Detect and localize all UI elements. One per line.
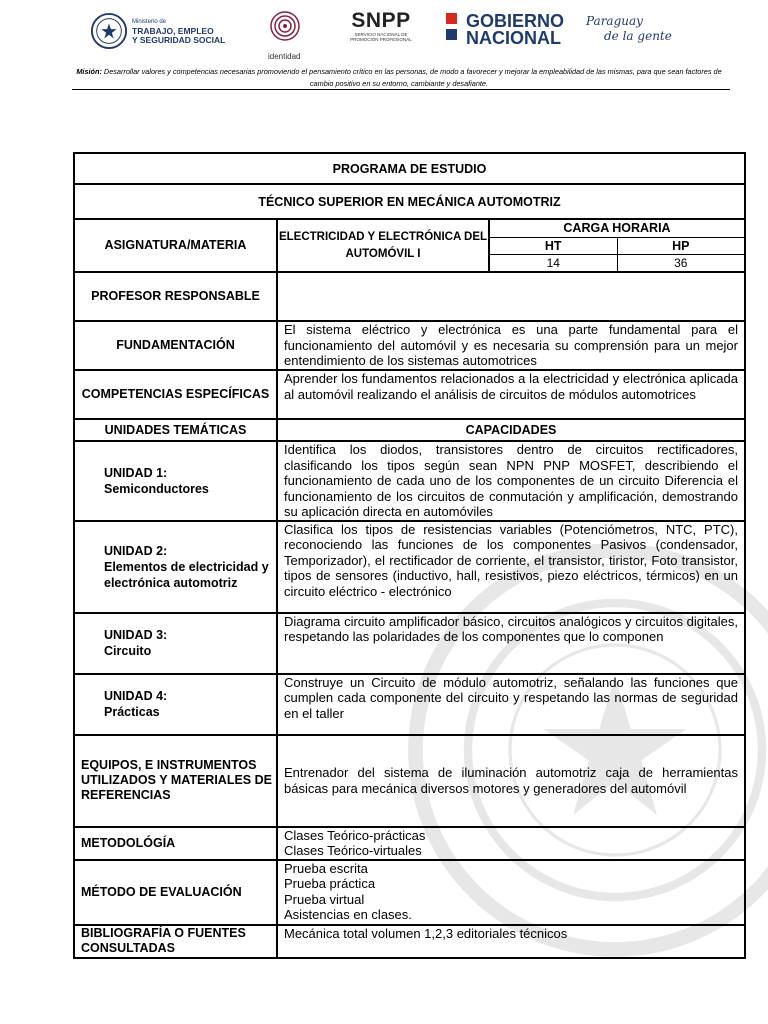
fingerprint-icon	[269, 10, 301, 42]
carga-horaria-table	[490, 220, 744, 271]
ht-value: 14	[490, 254, 617, 271]
ministerio-line1: Ministerio de	[132, 18, 167, 25]
hp-value: 36	[674, 255, 688, 270]
ministerio-line2: TRABAJO, EMPLEO	[132, 25, 214, 36]
evaluacion-item: Prueba escrita	[284, 860, 368, 876]
page-header	[0, 0, 768, 62]
capacidades-label: CAPACIDADES	[277, 419, 745, 441]
fundamentacion-label: FUNDAMENTACIÓN	[74, 321, 277, 370]
identidad-logo	[262, 10, 308, 65]
unit-number: UNIDAD 3:	[104, 628, 168, 642]
competencias-label: COMPETENCIAS ESPECÍFICAS	[74, 370, 277, 419]
gobierno-logo	[446, 13, 564, 47]
paraguay-logo	[586, 14, 676, 44]
ministerio-logo	[90, 12, 225, 50]
unit-title-cell	[74, 521, 277, 613]
unit-name: Semiconductores	[104, 481, 209, 496]
metodologia-list	[277, 827, 745, 860]
unit-name: Elementos de electricidad y electrónica automotriz	[104, 559, 269, 590]
unit-name: Circuito	[104, 644, 152, 658]
identidad-label: identidad	[268, 52, 301, 61]
snpp-logo	[336, 10, 426, 42]
carga-horaria-label: CARGA HORARIA	[490, 220, 744, 237]
mision-label: Misión:	[76, 67, 102, 76]
equipos-text: Entrenador del sistema de iluminación automotriz caja de herramientas básicas para mecánica diversos motores y generadores del automóvil	[277, 735, 745, 827]
evaluacion-label: MÉTODO DE EVALUACIÓN	[74, 860, 277, 925]
profesor-value	[277, 272, 745, 321]
gobierno-line2: NACIONAL	[466, 28, 561, 48]
paraguay-line1: Paraguay	[586, 14, 643, 28]
unidades-label: UNIDADES TEMÁTICAS	[74, 419, 277, 441]
gobierno-squares-icon	[446, 13, 458, 45]
snpp-subtitle-2: PROMOCIÓN PROFESIONAL	[350, 37, 412, 42]
metodologia-label: METODOLÓGÍA	[74, 827, 277, 860]
study-program-table	[73, 152, 746, 959]
evaluacion-item: Prueba práctica	[284, 876, 376, 891]
equipos-label: EQUIPOS, E INSTRUMENTOS UTILIZADOS Y MATERIALES DE REFERENCIAS	[74, 735, 277, 827]
hp-label: HP	[617, 237, 744, 254]
competencias-text: Aprender los fundamentos relacionados a la electricidad y electrónica aplicada al automóvil realizando el análisis de circuitos de módulos automotrices	[277, 370, 745, 419]
evaluacion-item: Prueba virtual	[284, 891, 365, 907]
gobierno-line1: GOBIERNO	[466, 11, 565, 31]
unit-capacidades: Identifica los diodos, transistores dentro de circuitos rectificadores, clasificando los tipos según sean NPN PNP MOSFET, describiendo el funcionamiento de cada uno de los componentes de un circuito Diferencia el funcionamiento de los circuitos de conmutación y amplificación, demostrando su aplicación directa en automóviles	[277, 441, 745, 521]
subject-label: ASIGNATURA/MATERIA	[74, 219, 277, 272]
fundamentacion-text: El sistema eléctrico y electrónica es una parte fundamental para el funcionamiento del automóvil y es necesaria su comprensión para un mejor entendimiento de los sistemas automotrices	[277, 321, 745, 370]
unit-capacidades: Construye un Circuito de módulo automotriz, señalando las funciones que cumplen cada componente del circuito y respetando las normas de seguridad en el taller	[277, 674, 745, 735]
metodologia-item: Clases Teórico-prácticas	[284, 827, 426, 843]
unit-capacidades: Clasifica los tipos de resistencias variables (Potenciómetros, NTC, PTC), reconociendo las funciones de los componentes Pasivos (condensador, Temporizador), el rectificador de corriente, el transistor, tiristor, Foto transistor, tipos de sensores (inductivo, hall, resistivos, piezo eléctricos, térmicos) en un circuito eléctrico - electrónico	[277, 521, 745, 613]
mision-statement	[70, 66, 728, 90]
evaluacion-list	[277, 860, 745, 925]
unit-row	[74, 613, 745, 674]
unit-title-cell	[74, 613, 277, 674]
ht-label: HT	[490, 237, 617, 254]
evaluacion-item: Asistencias en clases.	[284, 907, 412, 922]
unit-number: UNIDAD 4:	[104, 689, 168, 703]
unit-capacidades: Diagrama circuito amplificador básico, circuitos analógicos y circuitos digitales, respetando las polaridades de los componentes que lo componen	[277, 613, 745, 674]
bibliografia-text: Mecánica total volumen 1,2,3 editoriales técnicos	[277, 925, 745, 958]
paraguay-line2: de la gente	[604, 29, 672, 43]
ministerio-line3: Y SEGURIDAD SOCIAL	[132, 34, 226, 45]
metodologia-item: Clases Teórico-virtuales	[284, 843, 422, 858]
bibliografia-label: BIBLIOGRAFÍA O FUENTES CONSULTADAS	[74, 925, 277, 958]
unit-number: UNIDAD 1:	[104, 465, 168, 480]
mision-text: Desarrollar valores y competencias necesarias promoviendo el pensamiento crítico en las personas, de modo a favorecer y mejorar la empleabilidad de las mismas, para que sean factores de cambio positivo en su entorno, cambiante y desafiante.	[103, 67, 722, 88]
unit-number: UNIDAD 2:	[104, 543, 168, 558]
subject-value: ELECTRICIDAD Y ELECTRÓNICA DEL AUTOMÓVIL I	[277, 219, 489, 272]
unit-row	[74, 674, 745, 735]
unit-title-cell	[74, 674, 277, 735]
career-title: TÉCNICO SUPERIOR EN MECÁNICA AUTOMOTRIZ	[74, 184, 745, 219]
snpp-subtitle-1: SERVICIO NACIONAL DE	[354, 32, 408, 37]
carga-horaria-cell	[489, 219, 745, 272]
unit-row	[74, 521, 745, 613]
ministerio-seal-icon	[90, 12, 128, 50]
unit-name: Prácticas	[104, 705, 160, 719]
snpp-title: SNPP	[351, 9, 411, 32]
program-title: PROGRAMA DE ESTUDIO	[74, 153, 745, 184]
profesor-label: PROFESOR RESPONSABLE	[74, 272, 277, 321]
unit-title-cell	[74, 441, 277, 521]
unit-row	[74, 441, 745, 521]
header-divider	[72, 89, 730, 90]
